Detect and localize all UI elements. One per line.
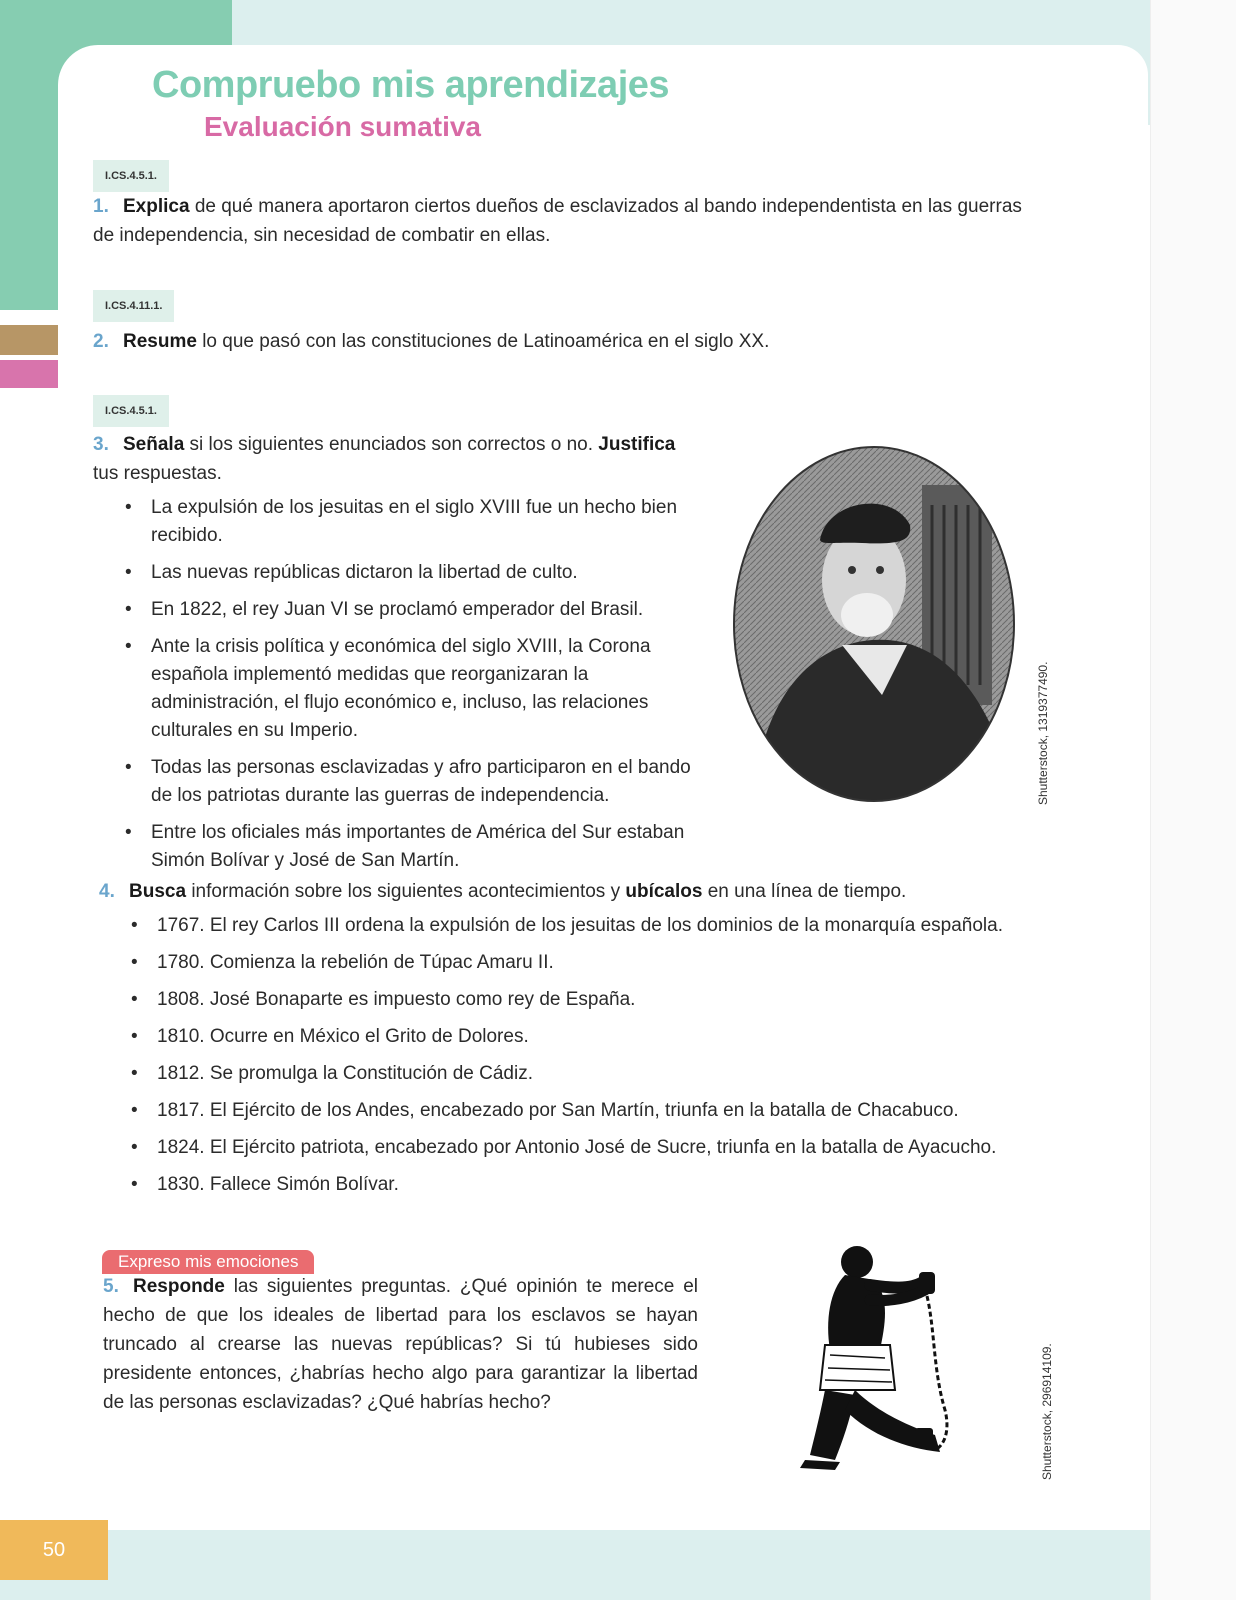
list-item: • 1780. Comienza la rebelión de Túpac Amaru II. xyxy=(129,949,1039,977)
page-number: 50 xyxy=(0,1520,108,1580)
list-item: • Todas las personas esclavizadas y afro participaron en el bando de los patriotas durante las guerras de independencia. xyxy=(123,754,698,810)
question-2 xyxy=(93,327,1033,356)
question-2-number: 2. xyxy=(93,331,109,352)
kneeling-figure-illustration xyxy=(795,1240,970,1470)
question-3 xyxy=(93,430,698,884)
question-5 xyxy=(103,1272,698,1417)
footer-band xyxy=(0,1530,1150,1600)
question-3-text-2: tus respuestas. xyxy=(93,463,222,484)
question-4-verb-2: ubícalos xyxy=(625,881,703,902)
question-3-number: 3. xyxy=(93,434,109,455)
right-margin xyxy=(1150,0,1236,1600)
question-4-text: información sobre los siguientes acontecimientos y xyxy=(191,881,621,902)
list-item: • La expulsión de los jesuitas en el siglo XVIII fue un hecho bien recibido. xyxy=(123,494,698,550)
list-item: • 1830. Fallece Simón Bolívar. xyxy=(129,1171,1039,1199)
image-credit-1: Shutterstock, 1319377490. xyxy=(1036,661,1050,805)
list-item: • Las nuevas repúblicas dictaron la libertad de culto. xyxy=(123,559,698,587)
list-item: • 1767. El rey Carlos III ordena la expulsión de los jesuitas de los dominios de la monarquía española. xyxy=(129,912,1039,940)
question-2-verb: Resume xyxy=(123,331,197,352)
list-item: • 1824. El Ejército patriota, encabezado por Antonio José de Sucre, triunfa en la batalla de Ayacucho. xyxy=(129,1134,1039,1162)
list-item: • 1817. El Ejército de los Andes, encabezado por San Martín, triunfa en la batalla de Chacabuco. xyxy=(129,1097,1039,1125)
question-5-number: 5. xyxy=(103,1276,119,1297)
question-4 xyxy=(99,877,1039,1208)
skill-code-q1: I.CS.4.5.1. xyxy=(93,160,169,192)
question-1 xyxy=(93,192,1033,250)
question-4-list xyxy=(99,912,1039,1199)
list-item: • 1812. Se promulga la Constitución de Cádiz. xyxy=(129,1060,1039,1088)
list-item: • En 1822, el rey Juan VI se proclamó emperador del Brasil. xyxy=(123,596,698,624)
skill-code-q2: I.CS.4.11.1. xyxy=(93,290,174,322)
image-credit-2: Shutterstock, 296914109. xyxy=(1040,1343,1054,1480)
skill-code-q3: I.CS.4.5.1. xyxy=(93,395,169,427)
question-1-verb: Explica xyxy=(123,196,190,217)
question-4-text-2: en una línea de tiempo. xyxy=(707,881,907,902)
question-3-list xyxy=(93,494,698,875)
page-title: Compruebo mis aprendizajes xyxy=(152,64,670,106)
side-tab-tan xyxy=(0,325,60,355)
question-5-verb: Responde xyxy=(133,1276,225,1297)
question-4-verb: Busca xyxy=(129,881,187,902)
question-3-verb: Señala xyxy=(123,434,185,455)
list-item: • Ante la crisis política y económica del siglo XVIII, la Corona española implementó medidas que reorganizaran la administración, el flujo económico e, incluso, las relaciones culturales en su Imperio. xyxy=(123,633,698,745)
question-5-text: las siguientes preguntas. ¿Qué opinión te merece el hecho de que los ideales de libertad para los esclavos se hayan truncado al crearse las nuevas repúblicas? Si tú hubieses sido presidente entonces, ¿habrías hecho algo para garantizar la libertad de las personas esclavizadas? ¿Qué habrías hecho? xyxy=(103,1276,698,1413)
question-3-text: si los siguientes enunciados son correctos o no. xyxy=(189,434,593,455)
question-1-text: de qué manera aportaron ciertos dueños de esclavizados al bando independentista en las guerras de independencia, sin necesidad de combatir en ellas. xyxy=(93,196,1022,246)
question-2-text: lo que pasó con las constituciones de Latinoamérica en el siglo XX. xyxy=(202,331,770,352)
question-1-number: 1. xyxy=(93,196,109,217)
question-4-number: 4. xyxy=(99,881,115,902)
section-label-emotions: Expreso mis emociones xyxy=(102,1250,314,1274)
page-subtitle: Evaluación sumativa xyxy=(204,111,482,142)
portrait-engraving-image xyxy=(732,445,1017,803)
list-item: • 1808. José Bonaparte es impuesto como rey de España. xyxy=(129,986,1039,1014)
list-item: • 1810. Ocurre en México el Grito de Dolores. xyxy=(129,1023,1039,1051)
question-3-verb-2: Justifica xyxy=(598,434,676,455)
side-tab-pink xyxy=(0,360,60,388)
list-item: • Entre los oficiales más importantes de América del Sur estaban Simón Bolívar y José de San Martín. xyxy=(123,819,698,875)
